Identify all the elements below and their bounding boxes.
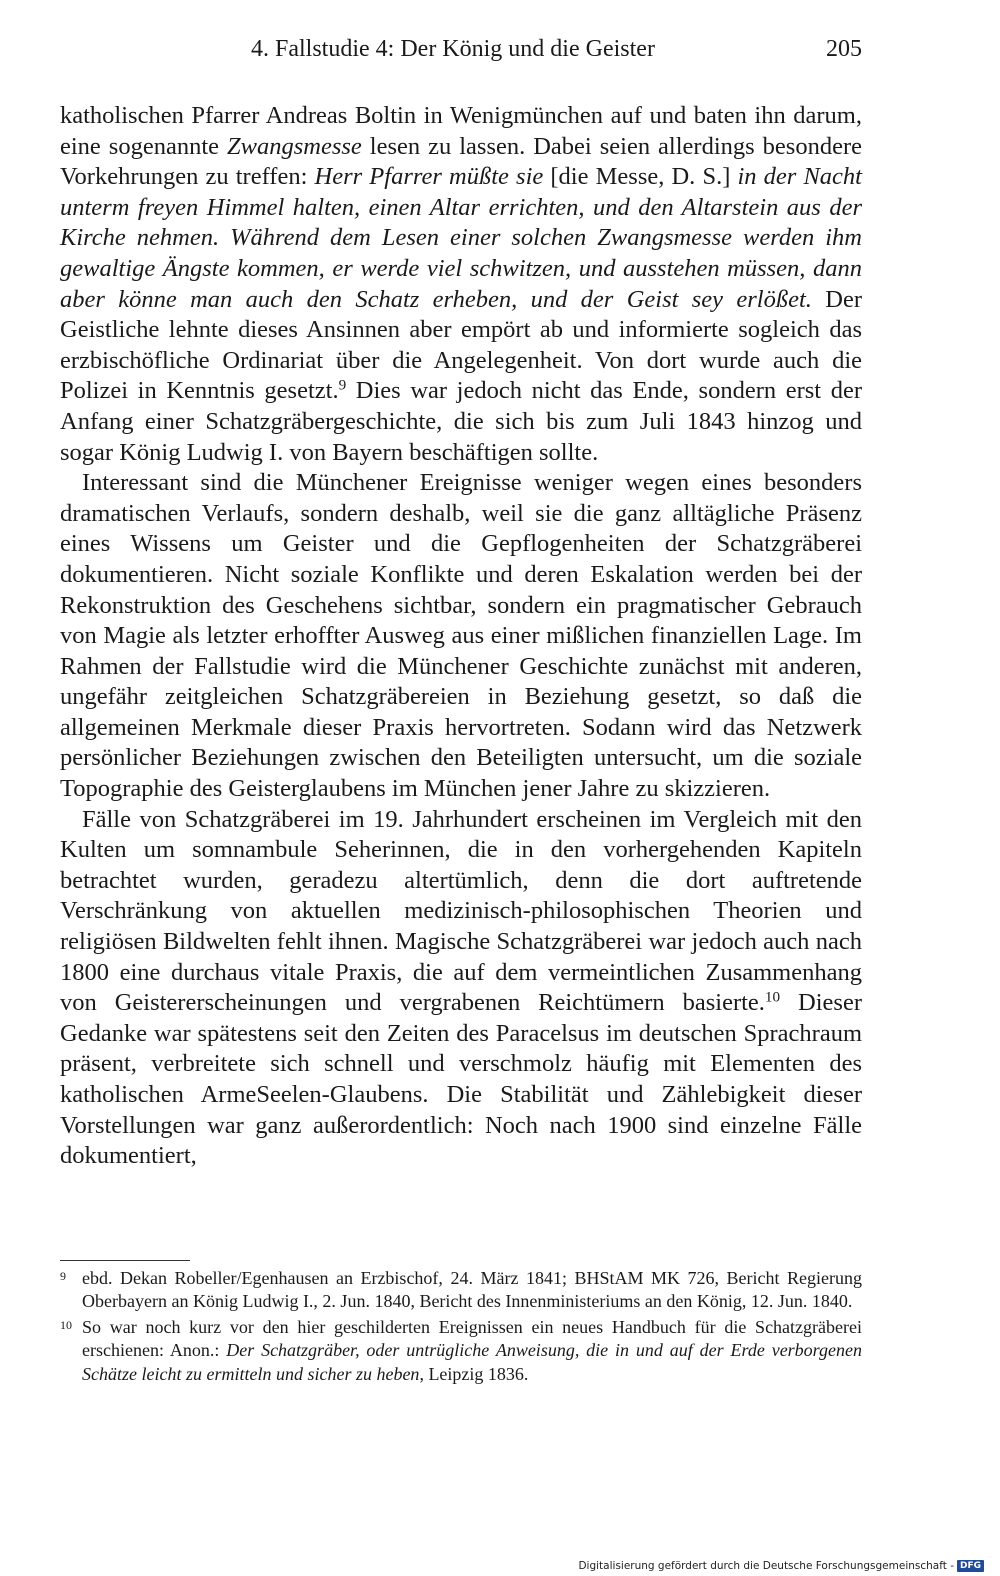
main-text — [60, 101, 862, 1172]
italic-run: Zwangsmesse — [227, 132, 362, 160]
text-run: Dieser Gedanke war spätestens seit den Zeiten des Paracelsus im deutschen Sprachraum präsent, verbreitete sich schnell und verschmolz häufig mit Elementen des katholischen ArmeSeelen-Glaubens. Die Stabilität und Zählebigkeit dieser Vorstellungen war ganz außerordentlich: Noch nach 1900 sind einzelne Fälle dokumentiert, — [60, 989, 862, 1170]
text-run: Der Geistliche lehnte dieses Ansinnen aber empört ab und informierte sogleich das erzbischöfliche Ordinariat über die Angelegenheit. Von dort wurde auch die Polizei in Kenntnis gesetzt. — [60, 285, 862, 405]
footnote-divider — [60, 1260, 190, 1261]
dfg-logo: DFG — [957, 1560, 984, 1572]
text-run: , Leipzig 1836. — [419, 1363, 529, 1384]
text-run: lesen zu lassen. Dabei seien allerdings besondere Vorkehrungen zu treffen: — [60, 132, 862, 191]
paragraph-2: Interessant sind die Münchener Ereignisse weniger wegen eines besonders dramatischen Verlaufs, sondern deshalb, weil sie die ganz alltägliche Präsenz eines Wissens um Geister und die Gepflogenheiten der Schatzgräberei dokumentieren. Nicht soziale Konflikte und deren Eskalation werden bei der Rekonstruktion des Geschehens sichtbar, sondern ein pragmatischer Gebrauch von Magie als letzter erhoffter Ausweg aus einer mißlichen finanziellen Lage. Im Rahmen der Fallstudie wird die Münchener Geschichte zunächst mit anderen, ungefähr zeitgleichen Schatzgräbereien in Beziehung gesetzt, so daß die allgemeinen Merkmale dieser Praxis hervortreten. Sodann wird das Netzwerk persönlicher Beziehungen zwischen den Beteiligten untersucht, um die soziale Topographie des Geisterglaubens im München jener Jahre zu skizzieren. — [60, 469, 862, 803]
italic-run: Herr Pfarrer müßte sie — [314, 163, 544, 191]
footnote-mark: 9 — [60, 1269, 66, 1283]
paragraph-1 — [60, 101, 862, 468]
italic-quote: in der Nacht unterm freyen Himmel halten, einen Altar errichten, und den Altarstein aus der Kirche nehmen. Während dem Lesen einer solchen Zwangsmesse werden ihm gewaltige Ängste kommen, er werde viel schwitzen, und ausstehen müssen, dann aber könne man auch den Schatz erheben, und der Geist sey erlößet. — [60, 163, 862, 313]
paragraph-3 — [60, 805, 862, 1172]
digitization-credit — [578, 1560, 984, 1572]
running-title: 4. Fallstudie 4: Der König und die Geister — [251, 36, 655, 62]
footnotes — [60, 1267, 862, 1388]
credit-text: Digitalisierung gefördert durch die Deutsche Forschungsgemeinschaft - — [578, 1560, 954, 1572]
footnote-text: ebd. Dekan Robeller/Egenhausen an Erzbischof, 24. März 1841; BHStAM MK 726, Bericht Regierung Oberbayern an König Ludwig I., 2. Jun. 1840, Bericht des Innenministeriums an den König, 12. Jun. 1840. — [82, 1268, 862, 1312]
page-header — [60, 36, 862, 70]
footnote-ref-10[interactable]: 10 — [764, 988, 781, 1006]
footnote-9 — [60, 1267, 862, 1314]
italic-title: Der Schatzgräber, oder untrügliche Anweisung, die in und auf der Erde verborgenen Schätze leicht zu ermitteln und sicher zu heben — [82, 1340, 862, 1384]
text-run: Dies war jedoch nicht das Ende, sondern erst der Anfang einer Schatzgräbergeschichte, die sich bis zum Juli 1843 hinzog und sogar König Ludwig I. von Bayern beschäftigen sollte. — [60, 377, 863, 466]
text-run: katholischen Pfarrer Andreas Boltin in Wenigmünchen auf und baten ihn darum, eine sogenannte — [60, 102, 862, 160]
footnote-mark: 10 — [60, 1317, 72, 1332]
page-number: 205 — [826, 36, 862, 62]
footnote-ref-9[interactable]: 9 — [338, 377, 347, 394]
text-run: Fälle von Schatzgräberei im 19. Jahrhundert erscheinen im Vergleich mit den Kulten um somnambule Seherinnen, die in den vorhergehenden Kapiteln betrachtet wurden, geradezu altertümlich, denn die dort auftretende Verschränkung von aktuellen medizinisch-philosophischen Theorien und religiösen Bildwelten fehlt ihnen. Magische Schatzgräberei war jedoch auch nach 1800 eine durchaus vitale Praxis, die auf dem vermeintlichen Zusammenhang von Geistererscheinungen und vergrabenen Reichtümern basierte. — [60, 805, 862, 1017]
text-run: So war noch kurz vor den hier geschilderten Ereignissen ein neues Handbuch für die Schatzgräberei erschienen: Anon.: — [82, 1316, 862, 1361]
footnote-text — [82, 1317, 862, 1384]
text-run: [die Messe, D. S.] — [543, 163, 738, 191]
footnote-10 — [60, 1316, 862, 1386]
